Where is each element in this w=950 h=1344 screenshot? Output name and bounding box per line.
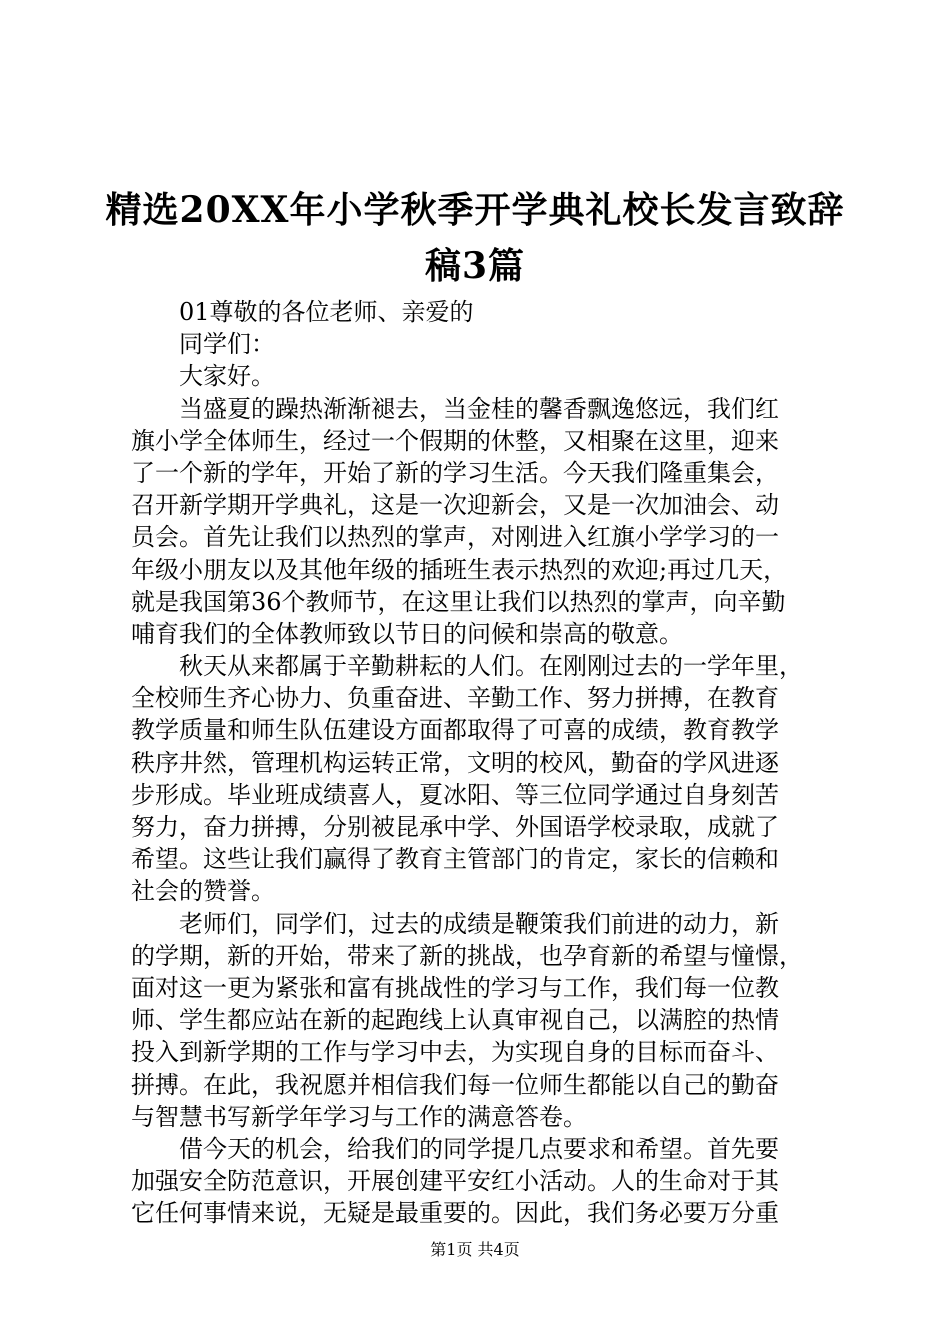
- body-line: 面对这一更为紧张和富有挑战性的学习与工作，我们每一位教: [131, 973, 779, 1002]
- body-line: 大家好。: [179, 362, 275, 391]
- body-line: 老师们，同学们，过去的成绩是鞭策我们前进的动力，新: [179, 909, 779, 938]
- body-line: 秋天从来都属于辛勤耕耘的人们。在刚刚过去的一学年里，: [179, 652, 803, 681]
- body-line: 与智慧书写新学年学习与工作的满意答卷。: [131, 1102, 587, 1131]
- document-title-line-1: 精选20XX年小学秋季开学典礼校长发言致辞: [105, 189, 845, 231]
- body-line: 员会。首先让我们以热烈的掌声，对刚进入红旗小学学习的一: [131, 523, 779, 552]
- body-line: 希望。这些让我们赢得了教育主管部门的肯定，家长的信赖和: [131, 845, 779, 874]
- body-line: 同学们：: [179, 330, 275, 359]
- body-line: 社会的赞誉。: [131, 877, 275, 906]
- body-line: 师、学生都应站在新的起跑线上认真审视自己，以满腔的热情: [131, 1006, 779, 1035]
- body-line: 旗小学全体师生，经过一个假期的休整，又相聚在这里，迎来: [131, 426, 779, 455]
- body-line: 加强安全防范意识，开展创建平安红小活动。人的生命对于其: [131, 1167, 779, 1196]
- body-line: 秩序井然，管理机构运转正常，文明的校风，勤奋的学风进逐: [131, 748, 779, 777]
- body-line: 步形成。毕业班成绩喜人，夏冰阳、等三位同学通过自身刻苦: [131, 780, 779, 809]
- body-line: 当盛夏的躁热渐渐褪去，当金桂的馨香飘逸悠远，我们红: [179, 394, 779, 423]
- body-line: 教学质量和师生队伍建设方面都取得了可喜的成绩，教育教学: [131, 716, 779, 745]
- body-line: 拼搏。在此，我祝愿并相信我们每一位师生都能以自己的勤奋: [131, 1070, 779, 1099]
- body-line: 召开新学期开学典礼，这是一次迎新会，又是一次加油会、动: [131, 491, 779, 520]
- body-line: 哺育我们的全体教师致以节日的问候和崇高的敬意。: [131, 619, 683, 648]
- body-line: 年级小朋友以及其他年级的插班生表示热烈的欢迎;再过几天，: [131, 555, 788, 584]
- body-line: 全校师生齐心协力、负重奋进、辛勤工作、努力拼搏，在教育: [131, 684, 779, 713]
- document-title-line-2: 稿3篇: [424, 245, 526, 287]
- body-line: 它任何事情来说，无疑是最重要的。因此，我们务必要万分重: [131, 1199, 779, 1228]
- document-body: [131, 296, 831, 1229]
- body-line: 努力，奋力拼搏，分别被昆承中学、外国语学校录取，成就了: [131, 813, 779, 841]
- body-line: 就是我国第36个教师节，在这里让我们以热烈的掌声，向辛勤: [131, 587, 786, 616]
- body-line: 了一个新的学年，开始了新的学习生活。今天我们隆重集会，: [131, 458, 779, 487]
- page-footer: 第1页 共4页: [430, 1240, 520, 1259]
- body-line: 借今天的机会，给我们的同学提几点要求和希望。首先要: [179, 1134, 779, 1163]
- body-line: 的学期，新的开始，带来了新的挑战，也孕育新的希望与憧憬，: [131, 941, 803, 970]
- body-line: 01尊敬的各位老师、亲爱的: [179, 298, 474, 326]
- body-line: 投入到新学期的工作与学习中去，为实现自身的目标而奋斗、: [131, 1038, 779, 1067]
